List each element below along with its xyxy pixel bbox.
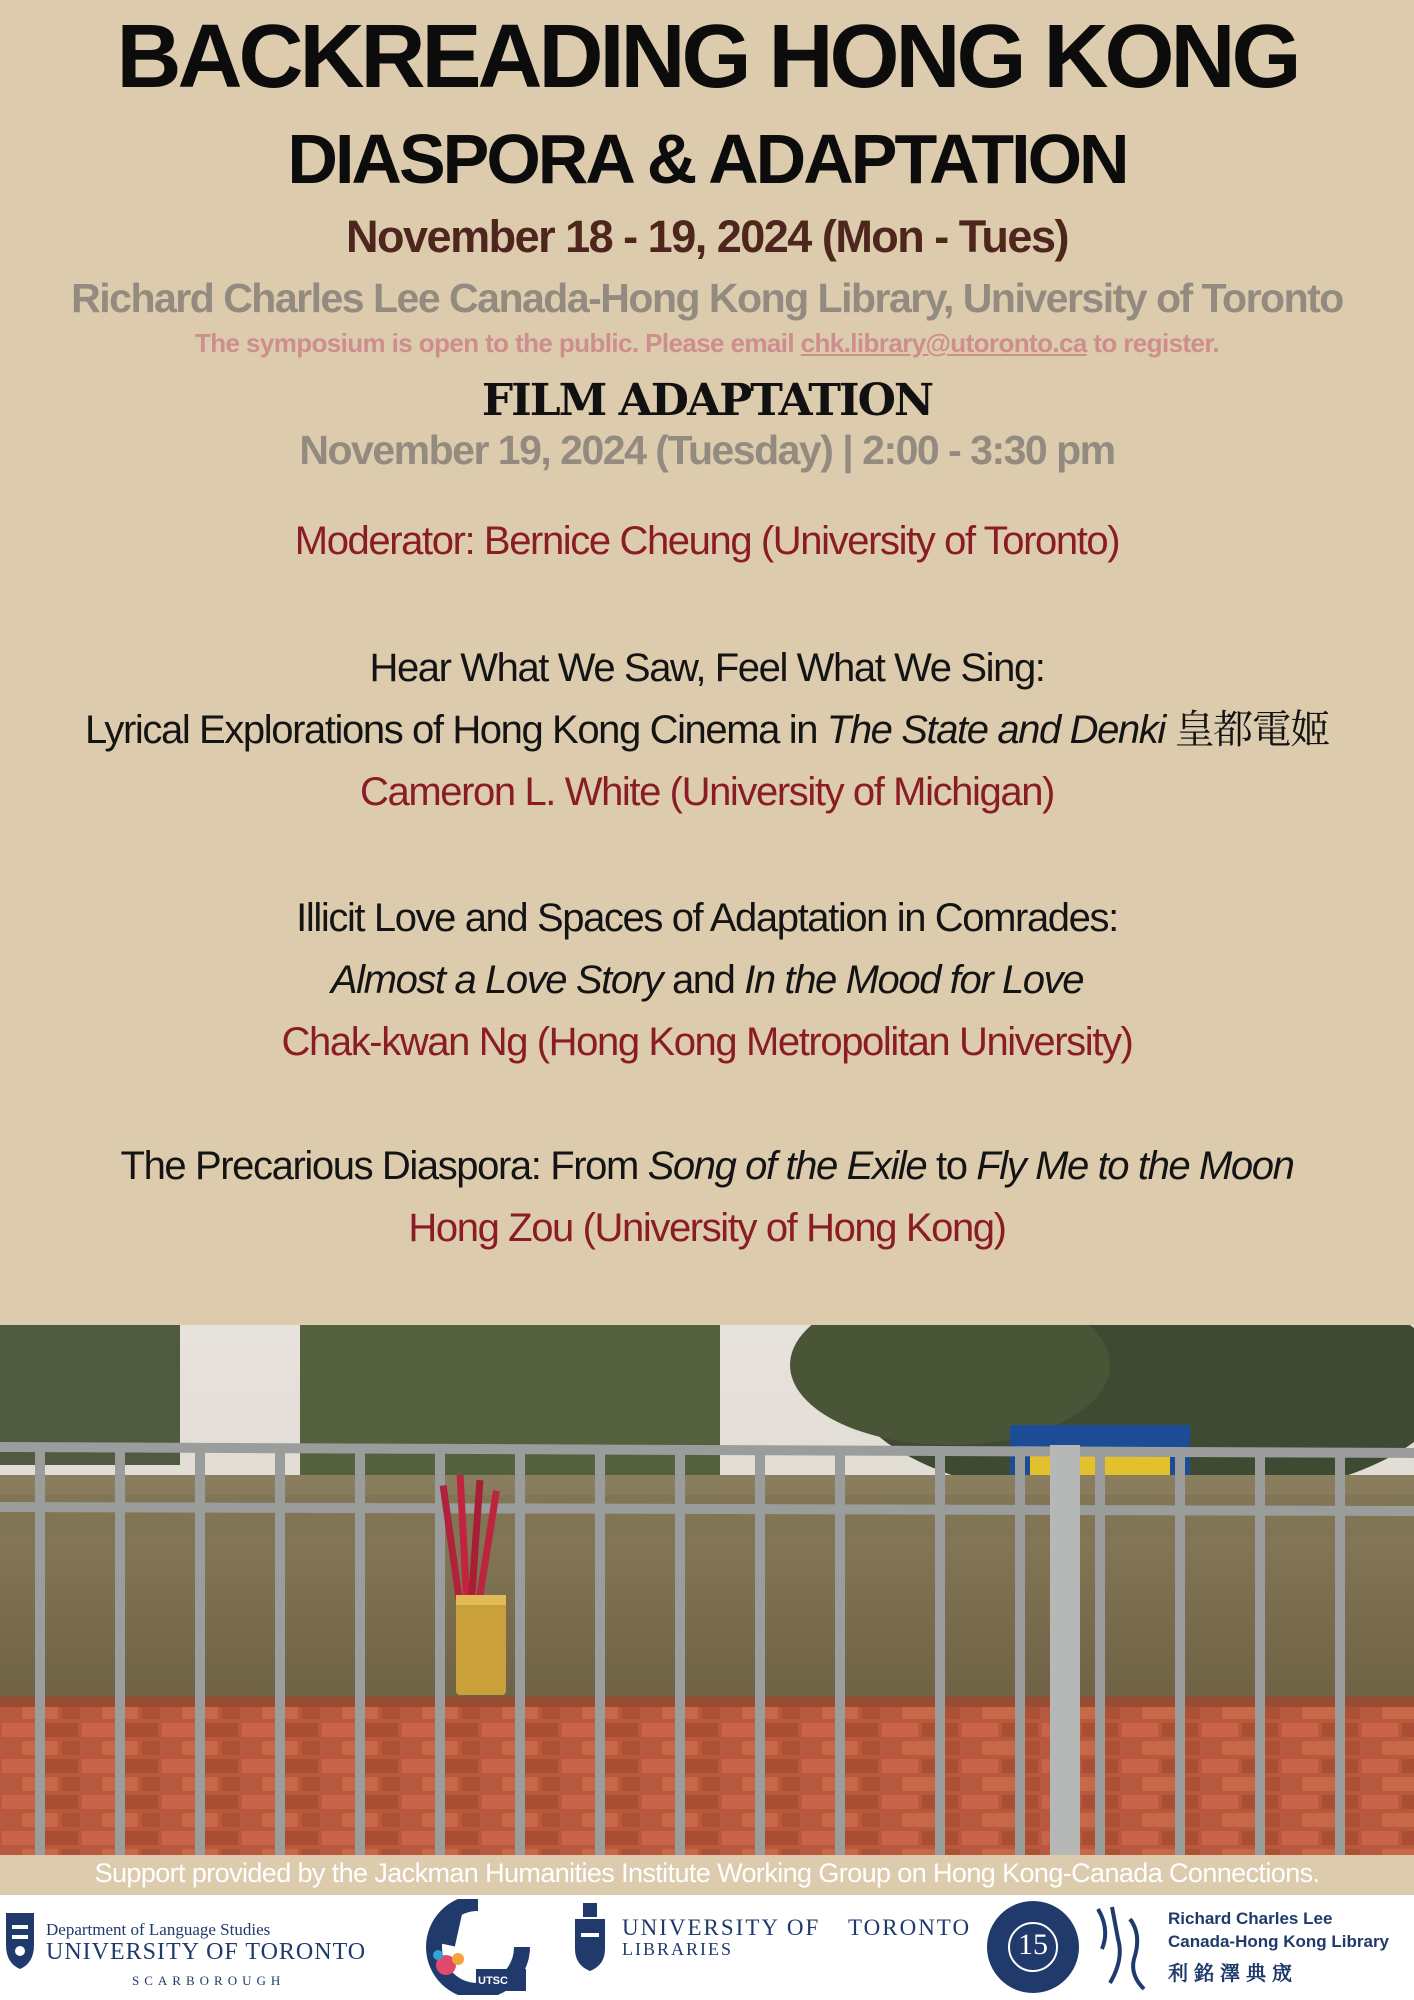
talk-1-text: Lyrical Explorations of Hong Kong Cinema in [85,708,827,752]
registration-text: The symposium is open to the public. Please email [194,328,801,358]
email-link[interactable]: chk.library@utoronto.ca [800,328,1087,358]
talk-3-text-mid: to [926,1144,977,1188]
utsc-dept-name: Department of Language Studies [46,1920,271,1939]
talk-2-text: and [662,958,745,1002]
symposium-dates: November 18 - 19, 2024 (Mon - Tues) [346,211,1068,262]
chk-name-line1: Richard Charles Lee [1168,1909,1333,1928]
uoft-crest-icon [573,1903,607,1973]
uoft-libraries-line2: LIBRARIES [622,1939,734,1959]
talk-2-film-a: Almost a Love Story [330,958,663,1002]
main-subtitle: DIASPORA & ADAPTATION [287,120,1127,198]
talk-2-title-line2 [0,960,1414,1000]
talk-1-film-title: The State and Denki [826,708,1165,752]
utsc-university-name: UNIVERSITY OF TORONTO [46,1939,367,1965]
talk-1-speaker: Cameron L. White (University of Michigan) [360,770,1054,814]
uoft-libraries-line1: UNIVERSITY OF [622,1915,821,1940]
utsc-campus-name: SCARBOROUGH [132,1973,286,1988]
talk-3-film-a: Song of the Exile [647,1144,927,1188]
talk-1-chinese-title: 皇都電姬 [1164,708,1329,752]
talk-2-title-line1: Illicit Love and Spaces of Adaptation in Comrades: [296,896,1118,940]
moderator: Moderator: Bernice Cheung (University of Toronto) [294,519,1120,563]
chk-name-line2: Canada-Hong Kong Library [1168,1932,1390,1951]
railing-photo [0,1325,1414,1855]
talk-2-film-b: In the Mood for Love [744,958,1084,1002]
talk-3-speaker: Hong Zou (University of Hong Kong) [408,1206,1006,1250]
utsc-crest-icon [2,1909,38,1973]
chk-calligraphy-icon [1090,1899,1158,1995]
talk-1-title-line2 [0,710,1414,750]
support-note: Support provided by the Jackman Humanities Institute Working Group on Hong Kong-Canada Connections. [94,1858,1320,1888]
uoft-libraries-line1b: TORONTO [848,1915,972,1940]
session-time: November 19, 2024 (Tuesday) | 2:00 - 3:30 pm [299,427,1115,473]
talk-3-film-b: Fly Me to the Moon [976,1144,1294,1188]
talk-3-title [0,1146,1414,1186]
main-title: BACKREADING HONG KONG [116,7,1298,107]
venue: Richard Charles Lee Canada-Hong Kong Library, University of Toronto [71,275,1343,321]
registration-note [0,330,1414,356]
talk-1-title-line1: Hear What We Saw, Feel What We Sing: [369,646,1045,690]
sponsor-logos [0,1895,1414,2000]
session-title: FILM ADAPTATION [481,375,933,426]
registration-text-end: to register. [1086,328,1220,358]
chk-seal-number: 15 [1018,1928,1048,1961]
chk-chinese-name: 利銘澤典宬 [1168,1963,1298,1985]
talk-2-speaker: Chak-kwan Ng (Hong Kong Metropolitan University) [281,1020,1133,1064]
talk-3-text: The Precarious Diaspora: From [120,1144,648,1188]
utsc-badge-text: UTSC [478,1975,508,1987]
